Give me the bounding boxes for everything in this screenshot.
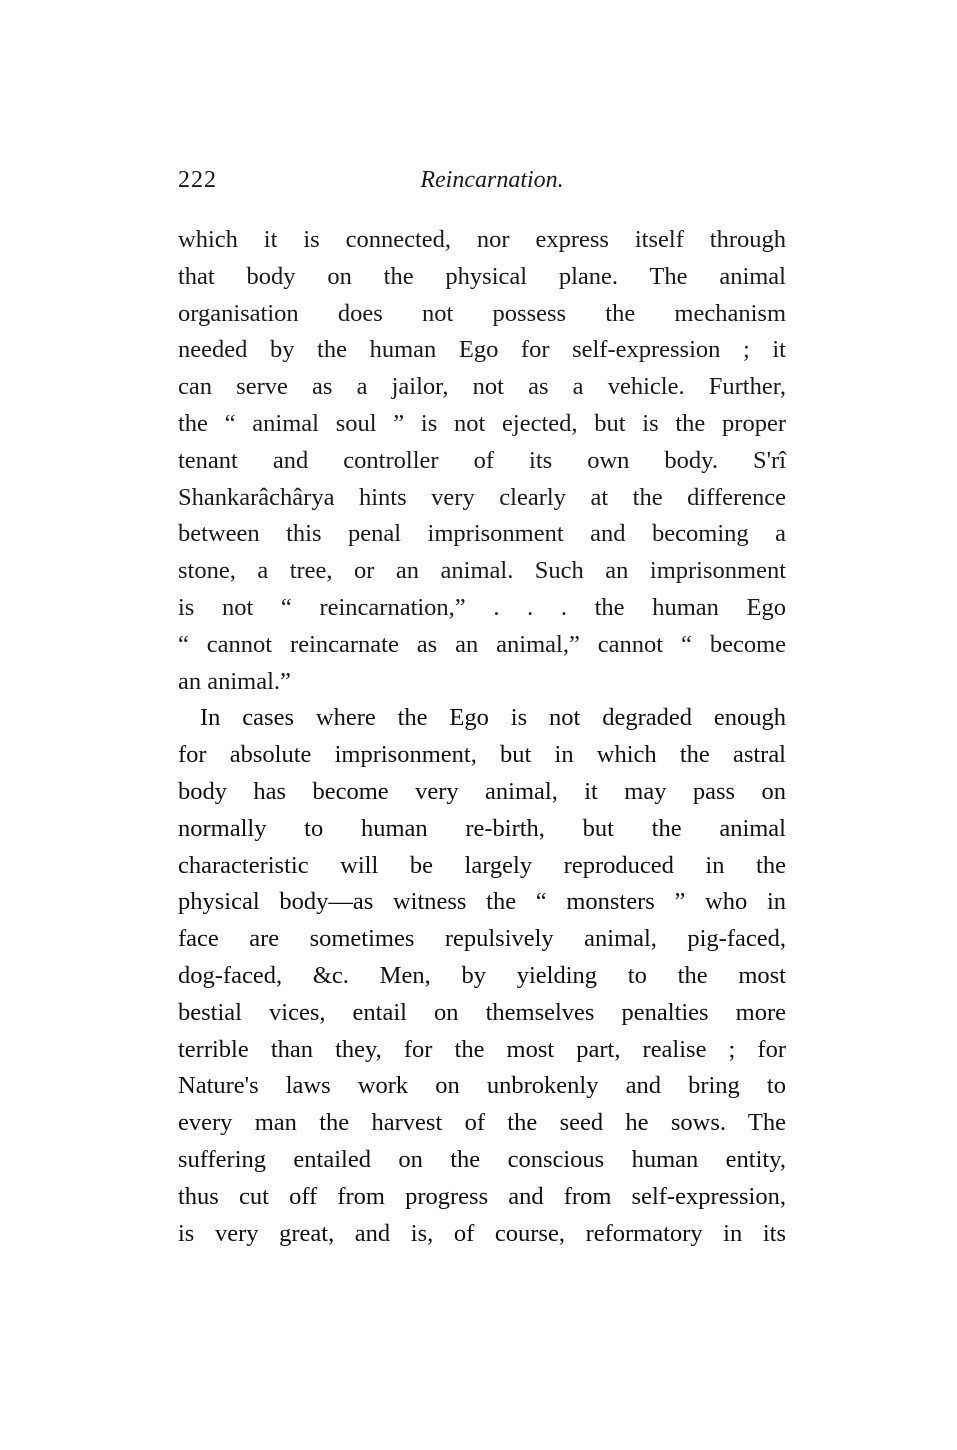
text-line: between this penal imprisonment and becoming a <box>178 520 786 548</box>
text-line: is very great, and is, of course, reformatory in its <box>178 1219 786 1247</box>
running-head <box>178 160 786 200</box>
text-line: Nature's laws work on unbrokenly and bring to <box>178 1072 786 1100</box>
text-line: physical body—as witness the “ monsters ” who in <box>178 888 786 916</box>
text-line: an animal.” <box>178 667 291 695</box>
book-page <box>178 160 786 1252</box>
text-line: suffering entailed on the conscious human entity, <box>178 1145 786 1173</box>
text-line: needed by the human Ego for self-expression ; it <box>178 336 786 364</box>
text-line: every man the harvest of the seed he sows. The <box>178 1109 786 1137</box>
body-text <box>178 222 786 1252</box>
text-line: terrible than they, for the most part, realise ; for <box>178 1035 786 1063</box>
text-line: organisation does not possess the mechanism <box>178 299 786 327</box>
paragraph-2 <box>178 700 786 1252</box>
running-title: Reincarnation. <box>420 167 564 193</box>
page-number: 222 <box>178 167 217 193</box>
text-line: body has become very animal, it may pass on <box>178 777 786 805</box>
text-line: for absolute imprisonment, but in which the astral <box>178 741 786 769</box>
paragraph-1 <box>178 222 786 700</box>
text-line: “ cannot reincarnate as an animal,” cannot “ become <box>178 630 786 658</box>
text-line: thus cut off from progress and from self-expression, <box>178 1182 786 1210</box>
text-line: characteristic will be largely reproduced in the <box>178 851 786 879</box>
text-line: is not “ reincarnation,” . . . the human Ego <box>178 593 786 621</box>
text-line: In cases where the Ego is not degraded enough <box>200 704 786 732</box>
text-line: stone, a tree, or an animal. Such an imprisonment <box>178 557 786 585</box>
text-line: normally to human re-birth, but the animal <box>178 814 786 842</box>
text-line: which it is connected, nor express itself through <box>178 226 786 253</box>
text-line: can serve as a jailor, not as a vehicle. Further, <box>178 373 786 401</box>
text-line: bestial vices, entail on themselves penalties more <box>178 998 786 1026</box>
text-line: tenant and controller of its own body. S'rî <box>178 446 786 474</box>
text-line: face are sometimes repulsively animal, pig-faced, <box>178 925 786 953</box>
text-line: Shankarâchârya hints very clearly at the difference <box>178 483 786 511</box>
text-line: the “ animal soul ” is not ejected, but is the proper <box>178 409 786 437</box>
text-line: that body on the physical plane. The animal <box>178 262 786 290</box>
text-line: dog-faced, &c. Men, by yielding to the most <box>178 961 786 989</box>
